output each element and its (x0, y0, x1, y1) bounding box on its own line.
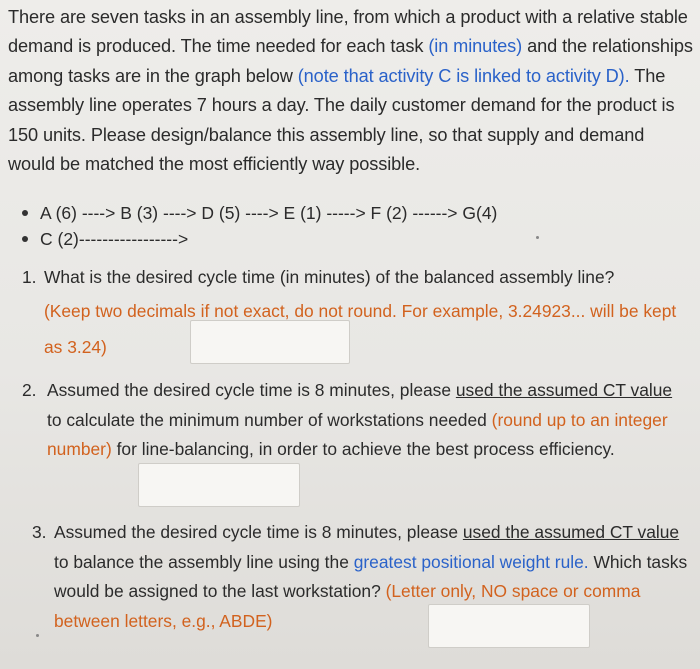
intro-units: (in minutes) (428, 36, 523, 57)
intro-text-2: and the relationships among tasks are in the graph below (8, 36, 693, 86)
question-3-rule: greatest positional weight rule. (353, 551, 589, 572)
intro-text-1: There are seven tasks in an assembly line, from which a product with a relative stable demand is produced. The time needed for each task (8, 7, 688, 57)
question-3-format-note: (Letter only, NO space or comma between letters, e.g., ABDE) (54, 581, 641, 631)
bullet-icon (22, 210, 28, 216)
question-1-note: (Keep two decimals if not exact, do not round. For example, 3.24923... will be kept as 3.24) (44, 300, 677, 357)
question-2-text-3: for line-balancing, in order to achieve the best process efficiency. (111, 439, 615, 459)
question-1-number: 1. (22, 267, 37, 287)
intro-note: (note that activity C is linked to activity D). (297, 65, 630, 86)
question-3-text-2: to balance the assembly line using the (54, 551, 354, 572)
problem-statement (8, 3, 696, 179)
question-2-text-2: to calculate the minimum number of workstations needed (47, 409, 492, 430)
graph-line-1 (22, 200, 497, 226)
graph-line-1-text: A (6) ----> B (3) ----> D (5) ----> E (1) -----> F (2) ------> G(4) (40, 203, 498, 223)
answer-input-3[interactable] (428, 604, 590, 648)
question-2 (22, 376, 692, 465)
question-3-text-1: Assumed the desired cycle time is 8 minutes, please (54, 522, 463, 542)
bullet-icon (22, 236, 28, 242)
question-3-underline: used the assumed CT value (462, 522, 680, 542)
graph-line-2-text: C (2)-----------------> (40, 229, 189, 249)
answer-input-2[interactable] (138, 463, 300, 507)
question-3 (32, 518, 692, 636)
question-1-text: What is the desired cycle time (in minutes) of the balanced assembly line? (44, 267, 615, 287)
question-2-text-1: Assumed the desired cycle time is 8 minutes, please (47, 380, 456, 400)
question-3-text-3: Which tasks would be assigned to the last workstation? (54, 551, 688, 601)
intro-text-3: The assembly line operates 7 hours a day. The daily customer demand for the product is 150 units. Please design/balance this assembly line, so that supply and demand would be matched the most efficiently way possible. (8, 65, 675, 175)
question-2-underline: used the assumed CT value (455, 380, 673, 400)
question-1 (22, 263, 682, 365)
speck (36, 634, 39, 637)
question-2-round-note: (round up to an integer number) (47, 409, 668, 459)
question-3-number: 3. (32, 522, 47, 542)
speck (536, 236, 539, 239)
graph-line-2 (22, 226, 497, 252)
answer-input-1[interactable] (190, 320, 350, 364)
precedence-graph (22, 200, 497, 252)
question-2-number: 2. (22, 380, 37, 400)
